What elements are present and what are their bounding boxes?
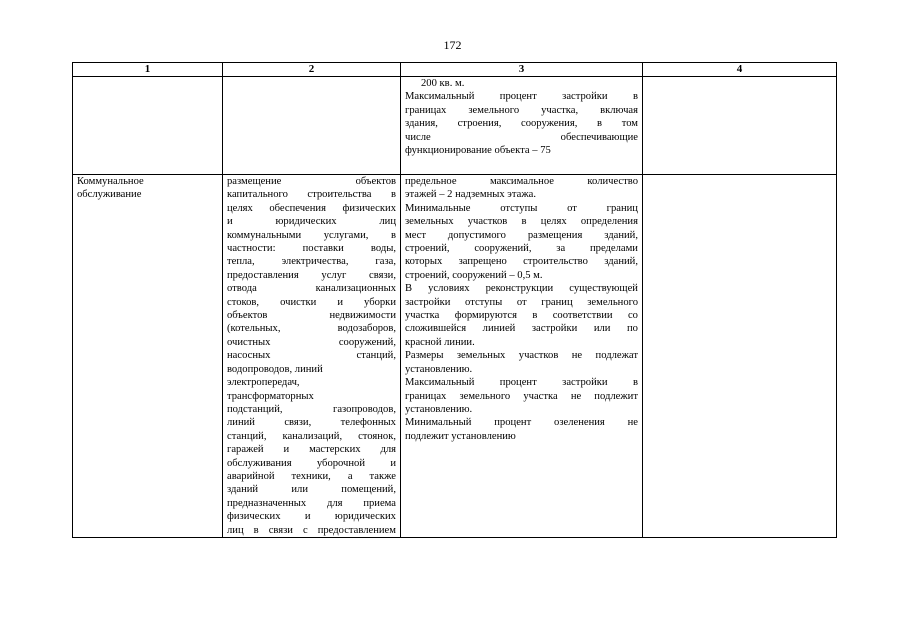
purpose-description-line: линий связи, телефонных [227, 417, 396, 429]
purpose-description-line: и юридических лиц [227, 216, 396, 228]
purpose-description-line: подстанций, газопроводов, [227, 403, 396, 415]
purpose-description-line: частности: поставки воды, [227, 243, 396, 255]
row2-col2 [223, 175, 401, 538]
parameters-line: застройки отступы от границ земельного [405, 296, 638, 308]
purpose-description-line: тепла, электричества, газа, [227, 256, 396, 268]
purpose-description-line: физических и юридических [227, 511, 396, 523]
row1-col3-line: Максимальный процент застройки в [405, 91, 638, 103]
purpose-description-line: объектов недвижимости [227, 310, 396, 322]
parameters-line: этажей – 2 надземных этажа. [405, 189, 536, 201]
page-number: 172 [443, 38, 462, 52]
purpose-description-line: аварийной техники, а также [227, 470, 396, 482]
purpose-description-line: предоставления услуг связи, [227, 269, 396, 281]
parameters-line: Минимальные отступы от границ [405, 202, 638, 214]
parameters-line: предельное максимальное количество [405, 176, 638, 187]
row1-col3-line: здания, строения, сооружения, в том [405, 118, 638, 130]
parameters-line: Максимальный процент застройки в [405, 377, 638, 389]
parameters-line: установлению. [405, 363, 473, 375]
header-col-4: 4 [643, 63, 837, 77]
purpose-description-line: электропередач, [227, 377, 300, 389]
header-col-2: 2 [223, 63, 401, 77]
purpose-description-line: капитального строительства в [227, 189, 396, 201]
regulations-table [72, 62, 837, 538]
purpose-description-line: стоков, очистки и уборки [227, 296, 396, 308]
parameters-line: подлежит установлению [405, 430, 516, 442]
parameters-line: которых запрещено строительство зданий, [405, 256, 638, 268]
purpose-description-line: размещение объектов [227, 176, 396, 187]
table-row [73, 77, 837, 175]
row1-col3-line: 200 кв. м. [421, 78, 465, 89]
parameters-line: земельных участков в целях определения [405, 216, 638, 228]
purpose-description-line: обслуживания уборочной и [227, 457, 396, 469]
purpose-description-line: отвода канализационных [227, 283, 396, 295]
parameters-line: границах земельного участка не подлежит [405, 390, 638, 402]
purpose-description-line: насосных станций, [227, 350, 396, 362]
parameters-line: строений, сооружений – 0,5 м. [405, 269, 543, 281]
row2-col3 [401, 175, 643, 538]
use-type-name: Коммунальное [77, 176, 144, 187]
row1-col3 [401, 77, 643, 175]
parameters-line: красной линии. [405, 336, 475, 348]
parameters-line: установлению. [405, 403, 473, 415]
parameters-line: Размеры земельных участков не подлежат [405, 350, 638, 362]
purpose-description-line: целях обеспечения физических [227, 202, 396, 214]
purpose-description-line: гаражей и мастерских для [227, 444, 396, 456]
parameters-line: В условиях реконструкции существующей [405, 283, 638, 295]
purpose-description-line: предназначенных для приема [227, 497, 396, 509]
parameters-line: мест допустимого размещения зданий, [405, 229, 638, 241]
use-type-name: обслуживание [77, 189, 142, 201]
row1-col2 [223, 77, 401, 175]
purpose-description-line: лиц в связи с предоставлением [227, 524, 396, 536]
parameters-line: строений, сооружений, за пределами [405, 243, 638, 255]
header-col-1: 1 [73, 63, 223, 77]
header-row [73, 63, 837, 77]
row1-col3-line: функционирование объекта – 75 [405, 145, 551, 157]
table-row [73, 175, 837, 538]
parameters-line: участка формируются в соответствии со [405, 310, 638, 322]
row1-col3-line: числе обеспечивающие [405, 131, 638, 143]
row2-col1 [73, 175, 223, 538]
purpose-description-line: трансформаторных [227, 390, 314, 402]
parameters-line: сложившейся линией застройки или по [405, 323, 638, 335]
row1-col4 [643, 77, 837, 175]
parameters-line: Минимальный процент озеленения не [405, 417, 638, 429]
purpose-description-line: станций, канализаций, стоянок, [227, 430, 396, 442]
purpose-description-line: водопроводов, линий [227, 363, 323, 375]
row2-col4 [643, 175, 837, 538]
row1-col3-line: границах земельного участка, включая [405, 104, 638, 116]
purpose-description-line: очистных сооружений, [227, 336, 396, 348]
purpose-description-line: коммунальными услугами, в [227, 229, 396, 241]
purpose-description-line: зданий или помещений, [227, 484, 396, 496]
purpose-description-line: (котельных, водозаборов, [227, 323, 396, 335]
row1-col1 [73, 77, 223, 175]
header-col-3: 3 [401, 63, 643, 77]
